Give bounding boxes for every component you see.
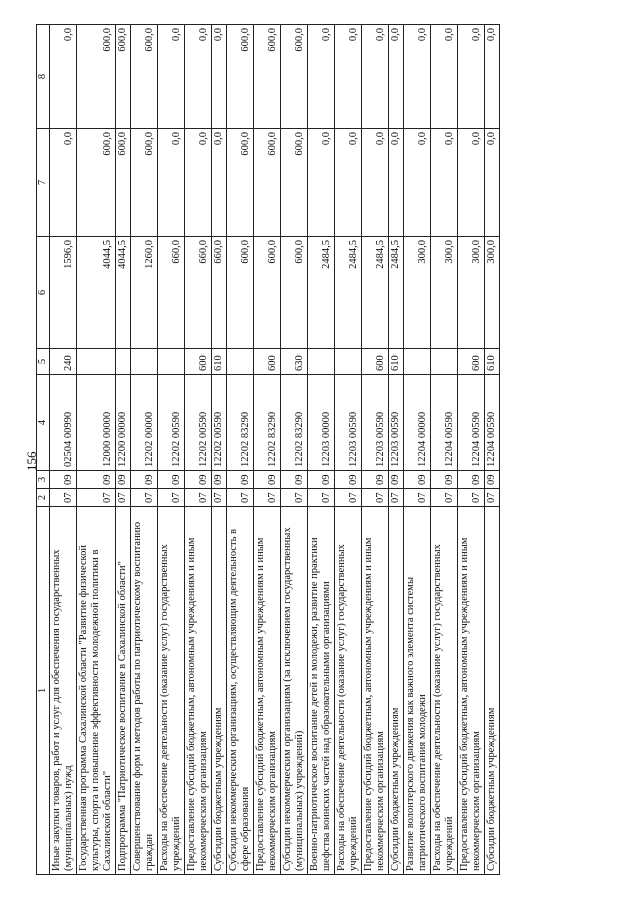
column-header-7: 7 xyxy=(37,129,50,237)
table-row xyxy=(158,25,185,875)
expense-type-code xyxy=(131,349,158,375)
expense-type-code xyxy=(404,349,431,375)
section-code: 07 xyxy=(254,489,281,507)
section-code: 07 xyxy=(227,489,254,507)
section-code: 07 xyxy=(458,489,485,507)
amount-year-3: 0,0 xyxy=(50,25,77,129)
target-article-code: 12202 00590 xyxy=(212,375,227,471)
target-article-code: 12202 00000 xyxy=(131,375,158,471)
amount-year-1: 300,0 xyxy=(431,237,458,349)
target-article-code: 12202 83290 xyxy=(227,375,254,471)
section-code: 07 xyxy=(485,489,500,507)
table-row xyxy=(77,25,116,875)
target-article-code: 12202 83290 xyxy=(281,375,308,471)
subsection-code: 09 xyxy=(254,471,281,489)
target-article-code: 02504 00990 xyxy=(50,375,77,471)
amount-year-3: 0,0 xyxy=(431,25,458,129)
budget-table xyxy=(36,24,500,875)
amount-year-1: 600,0 xyxy=(254,237,281,349)
amount-year-2: 600,0 xyxy=(131,129,158,237)
target-article-code: 12000 00000 xyxy=(77,375,116,471)
amount-year-1: 600,0 xyxy=(281,237,308,349)
expense-type-code xyxy=(116,349,131,375)
amount-year-1: 4044,5 xyxy=(116,237,131,349)
section-code: 07 xyxy=(158,489,185,507)
row-name: Субсидии некоммерческим организациям (за исключением государственных (муниципальных) учреждений) xyxy=(281,507,308,875)
table-row xyxy=(404,25,431,875)
column-header-1: 1 xyxy=(37,507,50,875)
subsection-code: 09 xyxy=(185,471,212,489)
amount-year-1: 660,0 xyxy=(185,237,212,349)
column-header-5: 5 xyxy=(37,349,50,375)
amount-year-2: 0,0 xyxy=(185,129,212,237)
target-article-code: 12203 00000 xyxy=(308,375,335,471)
expense-type-code: 600 xyxy=(254,349,281,375)
table-row xyxy=(227,25,254,875)
amount-year-1: 2484,5 xyxy=(308,237,335,349)
amount-year-3: 0,0 xyxy=(362,25,389,129)
amount-year-1: 2484,5 xyxy=(335,237,362,349)
amount-year-1: 4044,5 xyxy=(77,237,116,349)
row-name: Подпрограмма "Патриотическое воспитание в Сахалинской области" xyxy=(116,507,131,875)
expense-type-code: 240 xyxy=(50,349,77,375)
expense-type-code: 610 xyxy=(389,349,404,375)
amount-year-1: 1260,0 xyxy=(131,237,158,349)
table-row xyxy=(335,25,362,875)
table-row xyxy=(362,25,389,875)
table-row xyxy=(431,25,458,875)
subsection-code: 09 xyxy=(281,471,308,489)
amount-year-2: 0,0 xyxy=(404,129,431,237)
section-code: 07 xyxy=(50,489,77,507)
subsection-code: 09 xyxy=(485,471,500,489)
target-article-code: 12203 00590 xyxy=(335,375,362,471)
expense-type-code xyxy=(158,349,185,375)
subsection-code: 09 xyxy=(404,471,431,489)
amount-year-3: 600,0 xyxy=(116,25,131,129)
amount-year-2: 0,0 xyxy=(362,129,389,237)
row-name: Иные закупки товаров, работ и услуг для обеспечения государственных (муниципальных) нужд xyxy=(50,507,77,875)
table-row xyxy=(308,25,335,875)
section-code: 07 xyxy=(389,489,404,507)
amount-year-3: 600,0 xyxy=(254,25,281,129)
amount-year-2: 0,0 xyxy=(458,129,485,237)
amount-year-3: 0,0 xyxy=(485,25,500,129)
amount-year-1: 600,0 xyxy=(227,237,254,349)
row-name: Расходы на обеспечение деятельности (оказание услуг) государственных учреждений xyxy=(335,507,362,875)
amount-year-3: 600,0 xyxy=(131,25,158,129)
section-code: 07 xyxy=(431,489,458,507)
amount-year-2: 0,0 xyxy=(158,129,185,237)
table-row xyxy=(254,25,281,875)
row-name: Государственная программа Сахалинской области "Развитие физической культуры, спорта и повышение эффективности молодежной политики в Сахалинской области" xyxy=(77,507,116,875)
subsection-code: 09 xyxy=(50,471,77,489)
column-number-row xyxy=(37,25,50,875)
amount-year-2: 600,0 xyxy=(116,129,131,237)
amount-year-2: 0,0 xyxy=(431,129,458,237)
table-row xyxy=(131,25,158,875)
amount-year-3: 600,0 xyxy=(227,25,254,129)
amount-year-3: 0,0 xyxy=(404,25,431,129)
amount-year-2: 0,0 xyxy=(308,129,335,237)
row-name: Военно-патриотическое воспитание детей и молодежи, развитие практики шефства воинских частей над образовательными организациями xyxy=(308,507,335,875)
section-code: 07 xyxy=(404,489,431,507)
subsection-code: 09 xyxy=(458,471,485,489)
row-name: Субсидии бюджетным учреждениям xyxy=(485,507,500,875)
amount-year-2: 0,0 xyxy=(389,129,404,237)
column-header-8: 8 xyxy=(37,25,50,129)
row-name: Субсидии бюджетным учреждениям xyxy=(212,507,227,875)
amount-year-3: 0,0 xyxy=(458,25,485,129)
subsection-code: 09 xyxy=(116,471,131,489)
amount-year-3: 600,0 xyxy=(77,25,116,129)
table-row xyxy=(485,25,500,875)
amount-year-3: 0,0 xyxy=(389,25,404,129)
row-name: Субсидии бюджетным учреждениям xyxy=(389,507,404,875)
subsection-code: 09 xyxy=(227,471,254,489)
amount-year-1: 2484,5 xyxy=(362,237,389,349)
target-article-code: 12202 00590 xyxy=(185,375,212,471)
subsection-code: 09 xyxy=(335,471,362,489)
section-code: 07 xyxy=(362,489,389,507)
subsection-code: 09 xyxy=(308,471,335,489)
amount-year-3: 0,0 xyxy=(308,25,335,129)
subsection-code: 09 xyxy=(362,471,389,489)
table-row xyxy=(50,25,77,875)
amount-year-2: 0,0 xyxy=(485,129,500,237)
amount-year-1: 660,0 xyxy=(212,237,227,349)
amount-year-2: 0,0 xyxy=(335,129,362,237)
row-name: Расходы на обеспечение деятельности (оказание услуг) государственных учреждений xyxy=(158,507,185,875)
target-article-code: 12204 00000 xyxy=(404,375,431,471)
expense-type-code: 600 xyxy=(362,349,389,375)
column-header-4: 4 xyxy=(37,375,50,471)
target-article-code: 12202 83290 xyxy=(254,375,281,471)
section-code: 07 xyxy=(131,489,158,507)
row-name: Предоставление субсидий бюджетным, автономным учреждениям и иным некоммерческим организациям xyxy=(254,507,281,875)
section-code: 07 xyxy=(335,489,362,507)
expense-type-code: 630 xyxy=(281,349,308,375)
table-row xyxy=(185,25,212,875)
section-code: 07 xyxy=(212,489,227,507)
expense-type-code: 610 xyxy=(212,349,227,375)
amount-year-3: 600,0 xyxy=(281,25,308,129)
column-header-3: 3 xyxy=(37,471,50,489)
amount-year-1: 2484,5 xyxy=(389,237,404,349)
target-article-code: 12200 00000 xyxy=(116,375,131,471)
amount-year-2: 600,0 xyxy=(227,129,254,237)
target-article-code: 12204 00590 xyxy=(458,375,485,471)
subsection-code: 09 xyxy=(158,471,185,489)
section-code: 07 xyxy=(116,489,131,507)
amount-year-2: 600,0 xyxy=(281,129,308,237)
table-body xyxy=(50,25,500,875)
subsection-code: 09 xyxy=(131,471,158,489)
section-code: 07 xyxy=(185,489,212,507)
column-header-6: 6 xyxy=(37,237,50,349)
amount-year-2: 600,0 xyxy=(77,129,116,237)
row-name: Совершенствование форм и методов работы по патриотическому воспитанию граждан xyxy=(131,507,158,875)
table-row xyxy=(458,25,485,875)
column-header-2: 2 xyxy=(37,489,50,507)
amount-year-2: 600,0 xyxy=(254,129,281,237)
amount-year-2: 0,0 xyxy=(212,129,227,237)
target-article-code: 12204 00590 xyxy=(431,375,458,471)
expense-type-code xyxy=(77,349,116,375)
amount-year-2: 0,0 xyxy=(50,129,77,237)
row-name: Расходы на обеспечение деятельности (оказание услуг) государственных учреждений xyxy=(431,507,458,875)
table-row xyxy=(212,25,227,875)
table-row xyxy=(281,25,308,875)
amount-year-1: 660,0 xyxy=(158,237,185,349)
target-article-code: 12204 00590 xyxy=(485,375,500,471)
section-code: 07 xyxy=(77,489,116,507)
subsection-code: 09 xyxy=(77,471,116,489)
target-article-code: 12202 00590 xyxy=(158,375,185,471)
amount-year-1: 1596,0 xyxy=(50,237,77,349)
expense-type-code: 600 xyxy=(185,349,212,375)
amount-year-1: 300,0 xyxy=(404,237,431,349)
expense-type-code xyxy=(227,349,254,375)
amount-year-1: 300,0 xyxy=(485,237,500,349)
subsection-code: 09 xyxy=(431,471,458,489)
expense-type-code xyxy=(431,349,458,375)
expense-type-code: 610 xyxy=(485,349,500,375)
amount-year-3: 0,0 xyxy=(212,25,227,129)
row-name: Субсидии некоммерческим организациям, осуществляющим деятельность в сфере образования xyxy=(227,507,254,875)
expense-type-code xyxy=(335,349,362,375)
target-article-code: 12203 00590 xyxy=(389,375,404,471)
row-name: Развитие волонтерского движения как важного элемента системы патриотического воспитания молодежи xyxy=(404,507,431,875)
page-number: 156 xyxy=(24,451,39,471)
expense-type-code xyxy=(308,349,335,375)
section-code: 07 xyxy=(281,489,308,507)
amount-year-3: 0,0 xyxy=(158,25,185,129)
row-name: Предоставление субсидий бюджетным, автономным учреждениям и иным некоммерческим организациям xyxy=(458,507,485,875)
section-code: 07 xyxy=(308,489,335,507)
amount-year-1: 300,0 xyxy=(458,237,485,349)
table-row xyxy=(116,25,131,875)
target-article-code: 12203 00590 xyxy=(362,375,389,471)
row-name: Предоставление субсидий бюджетным, автономным учреждениям и иным некоммерческим организациям xyxy=(362,507,389,875)
amount-year-3: 0,0 xyxy=(185,25,212,129)
subsection-code: 09 xyxy=(389,471,404,489)
subsection-code: 09 xyxy=(212,471,227,489)
expense-type-code: 600 xyxy=(458,349,485,375)
amount-year-3: 0,0 xyxy=(335,25,362,129)
row-name: Предоставление субсидий бюджетным, автономным учреждениям и иным некоммерческим организациям xyxy=(185,507,212,875)
table-row xyxy=(389,25,404,875)
